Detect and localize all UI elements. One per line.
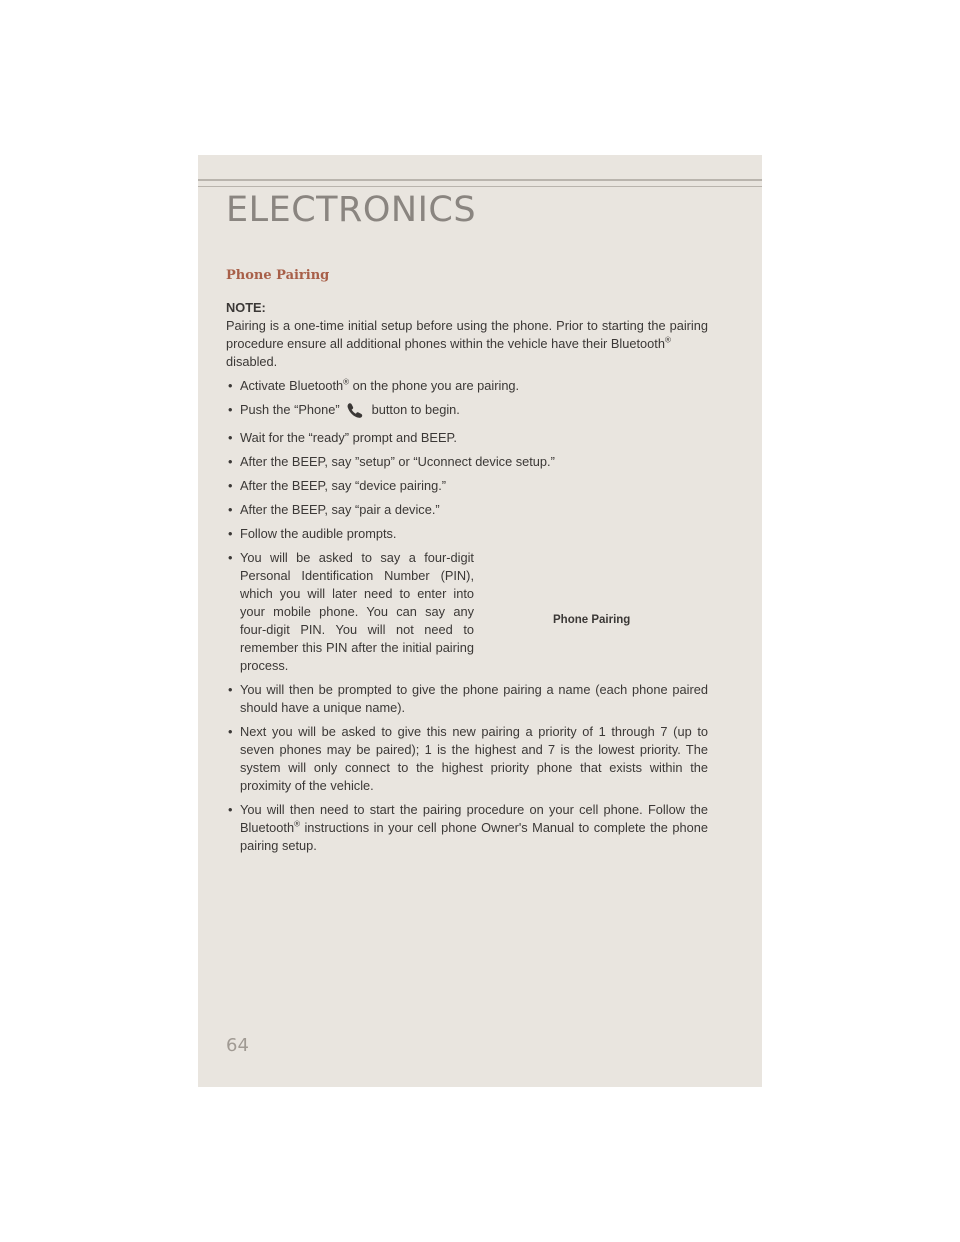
list-item: • Next you will be asked to give this new pairing a priority of 1 through 7 (up to seven phones may be paired); 1 is the highest and 7 is the lowest priority. The system will only connect to the highest priority phone that exists within the proximity of the vehicle. bbox=[226, 723, 708, 795]
page-number: 64 bbox=[226, 1035, 249, 1056]
header-rule-thin bbox=[198, 186, 762, 187]
list-item: • After the BEEP, say ”setup” or “Uconnect device setup.” bbox=[226, 453, 708, 471]
note-suffix: disabled. bbox=[226, 354, 278, 369]
subsection-heading: Phone Pairing bbox=[226, 268, 330, 283]
list-item: • Wait for the “ready” prompt and BEEP. bbox=[226, 429, 708, 447]
section-title: ELECTRONICS bbox=[226, 190, 477, 230]
instruction-list bbox=[226, 377, 708, 855]
list-item: • Follow the audible prompts. bbox=[226, 525, 708, 543]
list-item: • After the BEEP, say “pair a device.” bbox=[226, 501, 708, 519]
list-item: • After the BEEP, say “device pairing.” bbox=[226, 477, 708, 495]
list-item: • You will be asked to say a four-digit Personal Identification Number (PIN), which you will later need to enter into your mobile phone. You can say any four-digit PIN. You will not need to remember this PIN after the initial pairing process. bbox=[226, 549, 474, 675]
header-rule bbox=[198, 179, 762, 181]
list-item: • You will then need to start the pairing procedure on your cell phone. Follow the Bluetooth® instructions in your cell phone Owner's Manual to complete the phone pairing setup. bbox=[226, 801, 708, 855]
registered-mark: ® bbox=[664, 335, 671, 345]
content-column bbox=[226, 267, 708, 861]
list-item: • Activate Bluetooth® on the phone you are pairing. bbox=[226, 377, 708, 395]
figure-caption: Phone Pairing bbox=[553, 614, 631, 626]
note-body: Pairing is a one-time initial setup before using the phone. Prior to starting the pairing procedure ensure all additional phones within the vehicle have their Bluetooth bbox=[226, 318, 708, 351]
manual-page bbox=[198, 155, 762, 1087]
phone-icon bbox=[346, 402, 366, 423]
list-item: • Push the “Phone” button to begin. bbox=[226, 401, 708, 423]
list-item: • You will then be prompted to give the phone pairing a name (each phone paired should have a unique name). bbox=[226, 681, 708, 717]
note-label: NOTE: bbox=[226, 300, 266, 315]
note-text bbox=[226, 317, 708, 371]
